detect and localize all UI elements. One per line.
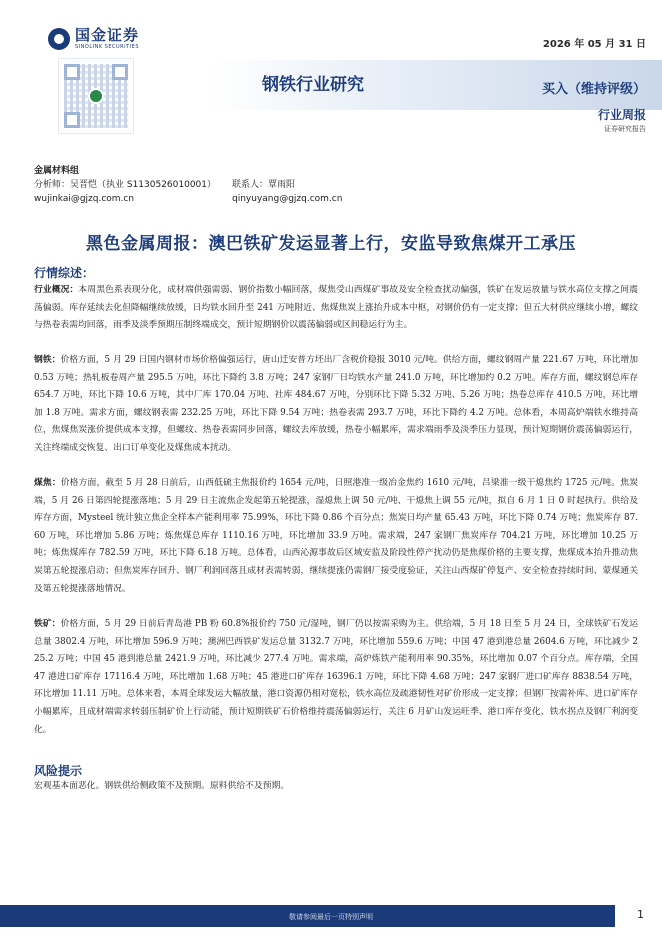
paragraph-industry-overview [34,282,638,335]
report-title: 黑色金属周报：澳巴铁矿发运显著上行，安监导致焦煤开工承压 [86,234,576,254]
research-group: 金属材料组 [34,166,80,176]
paragraph-text: 宏观基本面恶化。钢铁供给侧政策不及预期。原料供给不及预期。 [34,781,290,791]
email-line [34,192,634,206]
report-type: 行业周报 [597,108,646,122]
risk-heading: 风险提示 [34,764,83,778]
analyst-email-link[interactable]: wujinkai@gjzq.com.cn [34,194,135,204]
report-date: 2026 年 05 月 31 日 [542,39,646,50]
paragraph-text: 价格方面，截至 5 月 28 日前后，山西低硫主焦报价约 1654 元/吨，日照港准一级冶金焦约 1610 元/吨，吕梁准一级干熄焦约 1725 元/吨。焦炭端，5 月 26 日第四轮提涨落地；5 月 29 日主流焦企发起第五轮提涨，湿熄焦上调 50 元/吨、干熄焦上调 55 元/吨，拟自 6 月 1 日 0 时起执行。供给及库存方面，Mysteel 统计独立焦企全样本产能利用率 75.99%，环比下降 0.86 个百分点；焦炭日均产量 65.43 万吨，环比下降 0.74 万吨；焦炭库存 87.60 万吨，环比增加 5.86 万吨；炼焦煤总库存 1110.16 万吨，环比增加 33.9 万吨。需求端，247 家钢厂焦炭库存 704.21 万吨，环比增加 10.25 万吨；炼焦煤库存 782.59 万吨，环比下降 6.18 万吨。总体看，山西沁源事故后区域安监及阶段性停产扰动仍是焦煤价格的主要支撑，焦煤成本抬升推动焦炭第五轮提涨启动；但焦炭库存回升、钢厂利润回落且成材表需转弱，继续提涨仍需钢厂接受度验证，关注山西煤矿停复产、安全检查持续时间、蒙煤通关及第五轮提涨落地情况。 [34,478,638,594]
rating-label: 买入（维持评级） [541,82,646,97]
paragraph-risk [34,778,638,796]
paragraph-steel [34,352,638,458]
company-logo [48,27,139,50]
contact-email-link[interactable]: qinyuyang@gjzq.com.cn [232,194,343,204]
paragraph-iron-ore [34,616,638,739]
paragraph-label: 钢铁： [34,355,61,365]
overview-heading: 行情综述： [34,266,95,280]
contact-label: 联系人：覃雨阳 [232,180,296,190]
page-number: 1 [637,908,644,921]
analyst-label: 分析师：吴晋恺（执业 S1130526010001） [34,180,217,190]
analyst-line [34,178,634,192]
logo-en-text: SINOLINK SECURITIES [75,44,139,50]
industry-title: 钢铁行业研究 [262,75,364,95]
paragraph-text: 价格方面，5 月 29 日前后青岛港 PB 粉 60.8%报价约 750 元/湿吨，钢厂仍以按需采购为主。供给端，5 月 18 日至 5 月 24 日，全球铁矿石发运总量 3802.4 万吨，环比增加 596.9 万吨；澳洲巴西铁矿发运总量 3132.7 万吨，环比增加 559.6 万吨；中国 47 港到港总量 2604.6 万吨，环比减少 225.2 万吨；中国 45 港到港总量 2421.9 万吨，环比减少 277.4 万吨。需求端，高炉炼铁产能利用率 90.35%，环比增加 0.07 个百分点。库存端，全国 47 港进口矿库存 17116.4 万吨，环比增加 1.68 万吨；45 港进口矿库存 16396.1 万吨，环比下降 4.68 万吨；247 家钢厂进口矿库存 8838.54 万吨，环比增加 11.11 万吨。总体来看，本周全球发运大幅放量，港口资源仍相对宽松，铁水高位及疏港韧性对矿价形成一定支撑；但钢厂按需补库、进口矿库存小幅累库，且成材端需求转弱压制矿价上行动能，预计短期铁矿石价格维持震荡偏弱运行，关注 6 月矿山发运旺季、港口库存变化、铁水拐点及钢厂利润变化。 [34,619,638,735]
paragraph-label: 煤焦： [34,478,61,488]
report-subtype: 证券研究报告 [604,125,646,133]
paragraph-label: 铁矿： [34,619,61,629]
analyst-block [34,164,634,206]
qr-code-icon [58,58,134,134]
paragraph-text: 本周黑色系表现分化，成材端供强需弱、钢价指数小幅回落，煤焦受山西煤矿事故及安全检查扰动偏强，铁矿在发运放量与铁水高位支撑之间震荡偏弱。库存延续去化但降幅继续放缓，日均铁水回升至 241 万吨附近、焦煤焦炭上涨抬升成本中枢，对钢价仍有一定支撑；但五大材供应继续小增，螺纹与热卷表需均回落，雨季及淡季预期压制终端成交，预计短期钢价以震荡偏弱或区间稳运行为主。 [34,285,638,331]
logo-cn-text: 国金证券 [75,26,140,44]
paragraph-text: 价格方面，5 月 29 日国内钢材市场价格偏强运行，唐山迁安普方坯出厂含税价稳报 3010 元/吨。供给方面，螺纹钢周产量 221.67 万吨，环比增加 0.53 万吨；热轧板卷周产量 295.5 万吨，环比下降约 3.8 万吨；247 家钢厂日均铁水产量 241.0 万吨，环比增加约 0.2 万吨。库存方面，螺纹钢总库存 654.7 万吨，环比下降 10.6 万吨，其中厂库 170.04 万吨、社库 484.67 万吨，分别环比下降 5.32 万吨、5.26 万吨；热卷总库存 410.5 万吨，环比增加 1.8 万吨。需求方面，螺纹钢表需 232.25 万吨，环比下降 9.54 万吨；热卷表需 293.7 万吨，环比下降约 4.2 万吨。总体看，本周高炉端铁水维持高位，焦煤焦炭涨价提供成本支撑，但螺纹、热卷表需同步回落，螺纹去库放缓，热卷小幅累库，需求端雨季及淡季压力显现，预计短期钢价震荡偏弱运行，关注终端成交恢复、出口订单变化及煤焦成本扰动。 [34,355,638,453]
paragraph-label: 行业概况： [34,285,79,295]
report-header [0,0,662,150]
logo-mark-icon [48,28,70,50]
footer-disclaimer: 敬请参阅最后一页特别声明 [289,913,373,921]
paragraph-coal-coke [34,475,638,598]
